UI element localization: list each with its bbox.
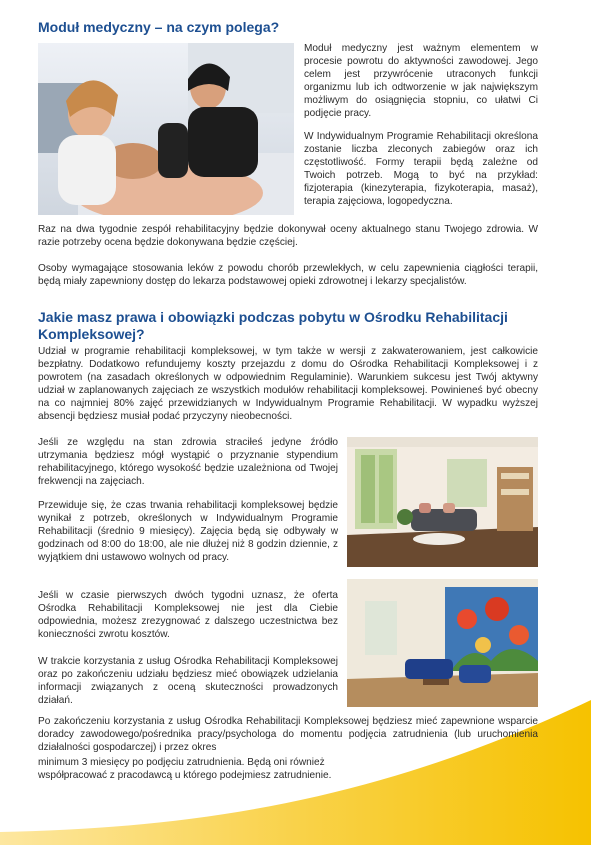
rights-paragraph-6-start: Po zakończeniu korzystania z usług Ośrodka Rehabilitacji Kompleksowej będziesz mieć zapewnione wsparcie doradcy zawodowego/pośrednika pracy/psychologa do momentu podjęcia zatrudnienia (lub uruchomienia działalności gospodarczej) i przez okres [38, 716, 538, 753]
mural-room-photo [347, 579, 538, 707]
section-rights-title: Jakie masz prawa i obowiązki podczas pobytu w Ośrodku Rehabilitacji Kompleksowej? [38, 309, 508, 342]
medical-paragraph-2: W Indywidualnym Programie Rehabilitacji określona zostanie liczba zleconych zabiegów oraz ich częstotliwość. Formy terapii będą zależne od Twoich potrzeb. Mogą to być na przykład: fizjoterapia (kinezyterapia, fizykoterapia, masaż), terapia zajęciowa, logopedyczna. [304, 131, 538, 207]
medical-paragraph-3: Raz na dwa tygodnie zespół rehabilitacyjny będzie dokonywał oceny aktualnego stanu Twojego zdrowia. W razie potrzeby ocena będzie dokonywana będzie częściej. [38, 224, 538, 248]
section-medical-title: Moduł medyczny – na czym polega? [38, 19, 280, 35]
rights-paragraph-3: Przewiduje się, że czas trwania rehabilitacji kompleksowej będzie wynikał z potrzeb, określonych w Indywidualnym Programie Rehabilitacji (średnio 9 miesięcy). Zajęcia będą się odbywały w godzinach od 8:00 do 18:00, ale nie dłużej niż 8 godzin dziennie, z wyjątkiem dni ustawowo wolnych od pracy. [38, 500, 338, 563]
massage-photo [38, 43, 294, 215]
medical-paragraph-1: Moduł medyczny jest ważnym elementem w procesie powrotu do aktywności zawodowej. Jego celem jest przywrócenie utraconych funkcji organizmu lub ich odtworzenie w jak największym możliwym do osiągnięcia stopniu, co ułatwi Ci podjęcie pracy. [304, 43, 538, 119]
medical-paragraph-4: Osoby wymagające stosowania leków z powodu chorób przewlekłych, w celu zapewnienia ciągłości terapii, będą miały zapewniony dostęp do lekarza podstawowej opieki zdrowotnej i lekarzy specjalistów. [38, 263, 538, 287]
rights-paragraph-5: W trakcie korzystania z usług Ośrodka Rehabilitacji Kompleksowej oraz po zakończeniu udziału będziesz mieć obowiązek udzielania informacji związanych z oceną skuteczności prowadzonych działań. [38, 656, 338, 706]
rights-paragraph-1: Udział w programie rehabilitacji kompleksowej, w tym także w wersji z zakwaterowaniem, jest całkowicie bezpłatny. Dodatkowo refundujemy koszty przejazdu z domu do Ośrodka Rehabilitacji Kompleksowej i z powrotem (na zasadach określonych w odpowiednim Regulaminie). Warunkiem sukcesu jest Twój aktywny udział w zaplanowanych zajęciach ze wszystkich modułów rehabilitacji kompleksowej. Powinieneś być obecny na co najmniej 80% zajęć przewidzianych w Indywidualnym Programie Rehabilitacji. W wypadku wyższej absencji będziesz musiał podać przyczyny nieobecności. [38, 346, 538, 422]
rights-paragraph-4: Jeśli w czasie pierwszych dwóch tygodni uznasz, że oferta Ośrodka Rehabilitacji Kompleksowej nie jest dla Ciebie odpowiednia, możesz zrezygnować z dalszego uczestnictwa bez konieczności zwrotu kosztów. [38, 590, 338, 640]
rights-paragraph-2: Jeśli ze względu na stan zdrowia straciłeś jedyne źródło utrzymania będziesz mógł wystąpić o przyznanie stypendium rehabilitacyjnego, którego wysokość będzie uzależniona od Twojej frekwencji na zajęciach. [38, 437, 338, 487]
rights-paragraph-6-end: minimum 3 miesięcy po podjęciu zatrudnienia. Będą oni również współpracować z pracodawcą u którego podejmiesz zatrudnienie. [38, 757, 332, 781]
lounge-photo [347, 437, 538, 567]
